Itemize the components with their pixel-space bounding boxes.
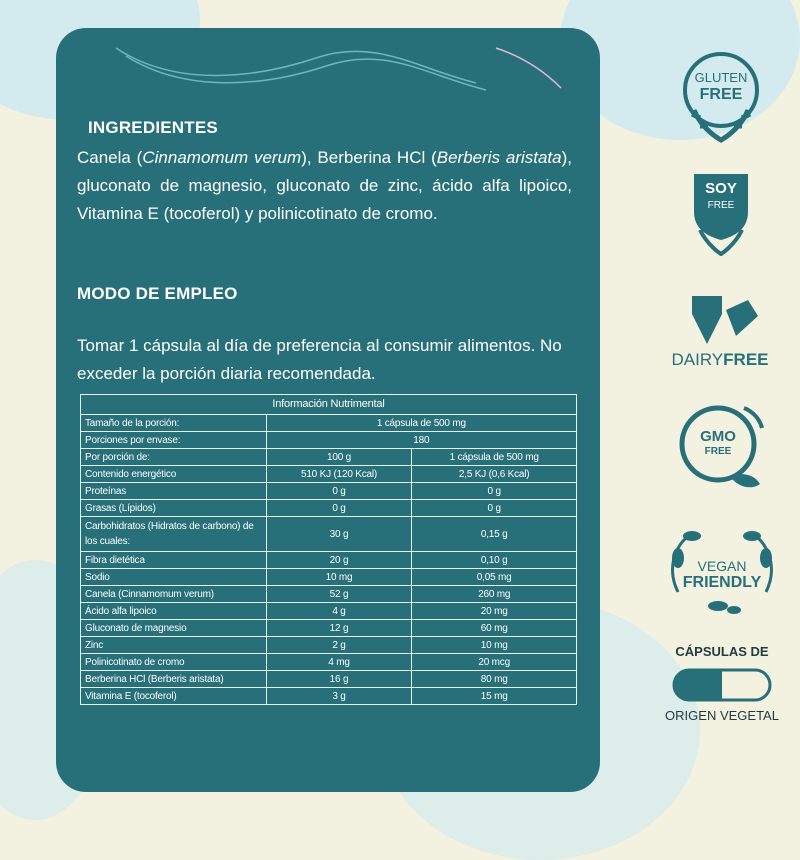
nutrition-table — [80, 394, 577, 705]
nutrient-value-capsule: 10 mg — [412, 637, 577, 654]
nutrient-value-100g: 30 g — [266, 517, 412, 552]
nutrient-value-capsule: 20 mcg — [412, 654, 577, 671]
ingredients-title: INGREDIENTES — [88, 118, 218, 137]
nutrient-name: Gluconato de magnesio — [81, 620, 267, 637]
vegan-friendly-badge — [658, 522, 786, 622]
usage-text: Tomar 1 cápsula al día de preferencia al consumir alimentos. No exceder la porción diaria recomendada. — [77, 336, 562, 383]
nutrient-name: Proteínas — [81, 483, 267, 500]
nutrition-row — [81, 671, 577, 688]
ingredients-text-part: ), Berberina HCl ( — [301, 148, 437, 167]
ingredients-text-part: Cinnamomum verum — [142, 148, 302, 167]
gmo-free-line1: GMO — [700, 428, 736, 445]
nutrient-value-capsule: 0,05 mg — [412, 569, 577, 586]
nutrition-row — [81, 688, 577, 705]
nutrition-row — [81, 500, 577, 517]
nutrient-name: Berberina HCl (Berberis aristata) — [81, 671, 267, 688]
nutrient-value-capsule: 60 mg — [412, 620, 577, 637]
per-portion-label: Por porción de: — [81, 449, 267, 466]
nutrient-name: Ácido alfa lipoico — [81, 603, 267, 620]
product-info-panel — [56, 28, 600, 792]
capsule-icon — [660, 666, 784, 706]
nutrient-value-100g: 0 g — [266, 483, 412, 500]
nutrient-name: Canela (Cinnamomum verum) — [81, 586, 267, 603]
nutrient-name: Zinc — [81, 637, 267, 654]
nutrient-value-capsule: 2,5 KJ (0,6 Kcal) — [412, 466, 577, 483]
vegan-friendly-line2: FRIENDLY — [682, 574, 762, 591]
ingredients-text-part: ), gluconato de magnesio, gluconato de zinc, ácido alfa lipoico, Vitamina E (tocoferol) y polinicotinato de cromo. — [77, 148, 573, 223]
nutrient-value-capsule: 80 mg — [412, 671, 577, 688]
nutrient-value-100g: 510 KJ (120 Kcal) — [266, 466, 412, 483]
nutrient-value-100g: 20 g — [266, 552, 412, 569]
nutrition-row — [81, 637, 577, 654]
nutrient-value-100g: 52 g — [266, 586, 412, 603]
vegan-friendly-line1: VEGAN — [697, 558, 747, 574]
nutrition-row — [81, 552, 577, 569]
vegetable-capsule-badge — [660, 644, 784, 728]
nutrition-row — [81, 586, 577, 603]
dairy-free-label — [670, 350, 770, 370]
nutrition-row — [81, 654, 577, 671]
nutrient-value-100g: 4 g — [266, 603, 412, 620]
nutrient-value-capsule: 0,10 g — [412, 552, 577, 569]
ingredients-text-part: Berberis aristata — [436, 148, 562, 167]
serving-value: 1 cápsula de 500 mg — [266, 415, 576, 432]
nutrient-name: Grasas (Lípidos) — [81, 500, 267, 517]
nutrient-name: Sodio — [81, 569, 267, 586]
usage-title: MODO DE EMPLEO — [77, 284, 238, 303]
nutrient-value-capsule: 15 mg — [412, 688, 577, 705]
soy-free-line2: FREE — [707, 200, 735, 211]
dairy-free-badge — [670, 286, 770, 378]
certification-badges — [640, 0, 800, 800]
nutrient-value-capsule: 260 mg — [412, 586, 577, 603]
nutrition-row — [81, 517, 577, 552]
nutrient-value-100g: 0 g — [266, 500, 412, 517]
nutrition-row — [81, 569, 577, 586]
dairy-free-label-a: DAIRY — [671, 350, 724, 369]
nutrition-table-title: Información Nutrimental — [81, 395, 577, 415]
ingredients-text — [77, 144, 572, 228]
nutrient-name: Polinicotinato de cromo — [81, 654, 267, 671]
nutrition-row — [81, 620, 577, 637]
nutrition-row — [81, 466, 577, 483]
nutrient-value-100g: 12 g — [266, 620, 412, 637]
nutrient-value-capsule: 0 g — [412, 500, 577, 517]
gmo-free-line2: FREE — [704, 446, 732, 457]
nutrient-value-capsule: 0 g — [412, 483, 577, 500]
nutrient-value-100g: 10 mg — [266, 569, 412, 586]
nutrient-name: Fibra dietética — [81, 552, 267, 569]
capsule-bottom-text: ORIGEN VEGETAL — [665, 708, 779, 723]
dairy-free-icon — [670, 286, 770, 346]
gluten-free-line2: FREE — [699, 86, 743, 103]
nutrient-name: Vitamina E (tocoferol) — [81, 688, 267, 705]
nutrient-name: Contenido energético — [81, 466, 267, 483]
capsule-top-text: CÁPSULAS DE — [675, 644, 769, 659]
nutrient-value-100g: 4 mg — [266, 654, 412, 671]
nutrient-value-capsule: 20 mg — [412, 603, 577, 620]
nutrient-value-capsule: 0,15 g — [412, 517, 577, 552]
gluten-free-line1: GLUTEN — [694, 70, 748, 85]
column-header-100g: 100 g — [266, 449, 412, 466]
servings-label: Porciones por envase: — [81, 432, 267, 449]
nutrient-value-100g: 2 g — [266, 637, 412, 654]
column-header-capsule: 1 cápsula de 500 mg — [412, 449, 577, 466]
ingredients-text-part: Canela ( — [77, 148, 143, 167]
nutrient-name: Carbohidratos (Hidratos de carbono) de los cuales: — [81, 517, 267, 552]
nutrition-row — [81, 603, 577, 620]
nutrition-row — [81, 483, 577, 500]
gmo-free-badge — [672, 398, 772, 498]
gluten-free-badge — [676, 48, 766, 148]
dairy-free-label-b: FREE — [723, 350, 769, 369]
decorative-swirl — [56, 28, 600, 108]
nutrient-value-100g: 16 g — [266, 671, 412, 688]
nutrient-value-100g: 3 g — [266, 688, 412, 705]
servings-value: 180 — [266, 432, 576, 449]
soy-free-line1: SOY — [705, 180, 737, 197]
serving-label: Tamaño de la porción: — [81, 415, 267, 432]
soy-free-badge — [688, 168, 754, 256]
